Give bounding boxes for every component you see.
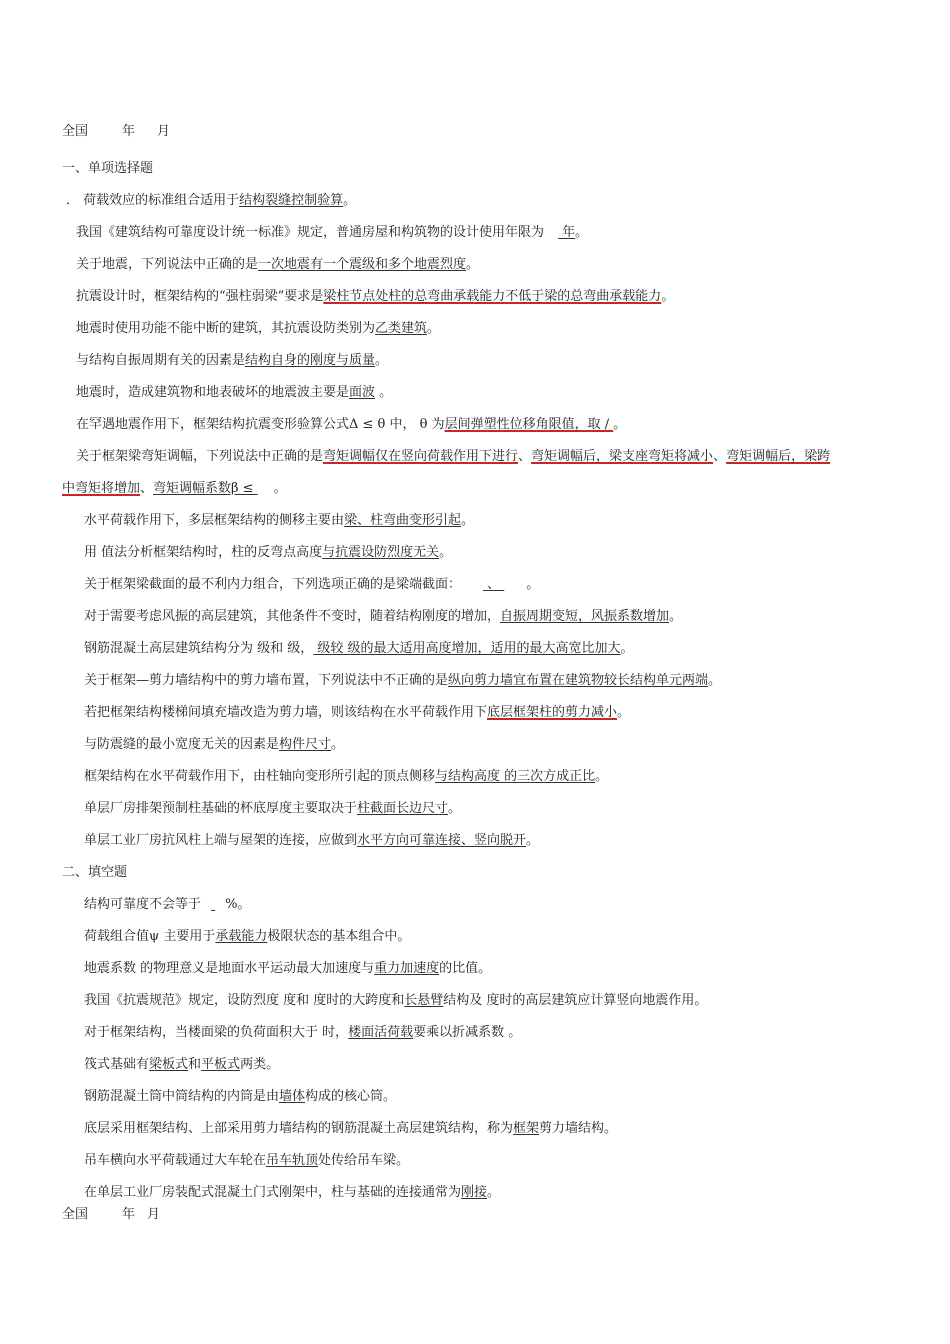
answer-11: 与抗震设防烈度无关: [322, 545, 440, 560]
fill-answer-2: 承载能力: [215, 929, 268, 944]
fill-answer-8: 框架: [513, 1121, 540, 1136]
fill-answer-6a: 梁板式: [149, 1057, 189, 1072]
question-13: 对于需要考虑风振的高层建筑，其他条件不变时，随着结构刚度的增加，自振周期变短，风振系数增加。: [84, 609, 683, 624]
question-12: 关于框架梁截面的最不利内力组合，下列选项正确的是梁端截面： 、 。: [84, 577, 540, 592]
question-9-cont: 中弯矩将增加、弯矩调幅系数β ≤ 。: [62, 481, 287, 496]
header-month: 月: [157, 124, 171, 139]
fill-answer-10: 刚接: [461, 1185, 488, 1200]
fill-answer-4: 长悬臂: [404, 993, 444, 1008]
question-20: 单层工业厂房抗风柱上端与屋架的连接，应做到水平方向可靠连接、竖向脱开。: [84, 833, 540, 848]
fill-5: 对于框架结构，当楼面梁的负荷面积大于 时，楼面活荷载要乘以折减系数 。: [84, 1025, 522, 1040]
fill-2: 荷载组合值ψ 主要用于承载能力极限状态的基本组合中。: [84, 929, 411, 944]
answer-7: 面波: [349, 385, 376, 400]
fill-answer-5: 楼面活荷载: [348, 1025, 414, 1040]
question-7: 地震时，造成建筑物和地表破坏的地震波主要是面波 。: [76, 385, 393, 400]
fill-10: 在单层工业厂房装配式混凝土门式刚架中，柱与基础的连接通常为刚接。: [84, 1185, 501, 1200]
fill-answer-3: 重力加速度: [374, 961, 440, 976]
question-17: 与防震缝的最小宽度无关的因素是构件尺寸。: [84, 737, 345, 752]
fill-answer-1: [201, 897, 225, 912]
footer-year: 年: [122, 1207, 136, 1222]
header-year: 年: [122, 124, 136, 139]
answer-2: 年: [558, 225, 576, 240]
answer-4: 梁柱节点处柱的总弯曲承载能力不低于梁的总弯曲承载能力: [323, 289, 662, 304]
question-1: ． 荷载效应的标准组合适用于结构裂缝控制验算。: [66, 193, 357, 208]
answer-12: 、: [483, 577, 505, 592]
fill-1: 结构可靠度不会等于 %。: [84, 897, 251, 912]
answer-5: 乙类建筑: [375, 321, 428, 336]
footer-country: 全国: [62, 1207, 89, 1222]
answer-20: 水平方向可靠连接、竖向脱开: [357, 833, 527, 848]
header-date: [62, 123, 170, 141]
answer-3: 一次地震有一个震级和多个地震烈度: [258, 257, 467, 272]
question-8: 在罕遇地震作用下，框架结构抗震变形验算公式Δ ≤ θ 中， θ 为层间弹塑性位移角限值，取 / 。: [76, 417, 627, 432]
fill-6: 筏式基础有梁板式和平板式两类。: [84, 1057, 280, 1072]
header-country: 全国: [62, 124, 89, 139]
answer-17: 构件尺寸: [279, 737, 332, 752]
fill-answer-6b: 平板式: [201, 1057, 241, 1072]
answer-1: 结构裂缝控制验算: [239, 193, 344, 208]
question-6: 与结构自振周期有关的因素是结构自身的刚度与质量。: [76, 353, 389, 368]
question-5: 地震时使用功能不能中断的建筑，其抗震设防类别为乙类建筑。: [76, 321, 441, 336]
question-9: 关于框架梁弯矩调幅，下列说法中正确的是弯矩调幅仅在竖向荷载作用下进行、弯矩调幅后，梁支座弯矩将减小、弯矩调幅后，梁跨: [76, 449, 831, 464]
footer-month: 月: [147, 1207, 161, 1222]
section1-title: 一、单项选择题: [62, 161, 154, 176]
answer-9a: 弯矩调幅仅在竖向荷载作用下进行: [323, 449, 519, 464]
question-18: 框架结构在水平荷载作用下，由柱轴向变形所引起的顶点侧移与结构高度 的三次方成正比。: [84, 769, 609, 784]
question-15: 关于框架—剪力墙结构中的剪力墙布置，下列说法中不正确的是纵向剪力墙宜布置在建筑物较长结构单元两端。: [84, 673, 722, 688]
answer-19: 柱截面长边尺寸: [357, 801, 449, 816]
footer-date: [62, 1206, 160, 1224]
fill-answer-9: 吊车轨顶: [266, 1153, 319, 1168]
answer-9c: 弯矩调幅后，梁跨: [726, 449, 831, 464]
question-11: 用 值法分析框架结构时，柱的反弯点高度与抗震设防烈度无关。: [84, 545, 453, 560]
answer-9b: 弯矩调幅后，梁支座弯矩将减小: [531, 449, 714, 464]
fill-9: 吊车横向水平荷载通过大车轮在吊车轨顶处传给吊车梁。: [84, 1153, 410, 1168]
answer-9c-cont: 中弯矩将增加: [62, 481, 141, 496]
question-10: 水平荷载作用下，多层框架结构的侧移主要由梁、柱弯曲变形引起。: [84, 513, 475, 528]
answer-14: 级较 级的最大适用高度增加，适用的最大高宽比加大: [313, 641, 621, 656]
answer-15: 纵向剪力墙宜布置在建筑物较长结构单元两端: [448, 673, 709, 688]
question-2: 我国《建筑结构可靠度设计统一标准》规定，普通房屋和构筑物的设计使用年限为 年。: [76, 225, 589, 240]
fill-8: 底层采用框架结构、上部采用剪力墙结构的钢筋混凝土高层建筑结构，称为框架剪力墙结构。: [84, 1121, 618, 1136]
fill-4: 我国《抗震规范》规定，设防烈度 度和 度时的大跨度和长悬臂结构及 度时的高层建筑应计算竖向地震作用。: [84, 993, 708, 1008]
answer-8: 层间弹塑性位移角限值，取 /: [444, 417, 614, 432]
question-4: 抗震设计时，框架结构的“强柱弱梁”要求是梁柱节点处柱的总弯曲承载能力不低于梁的总弯曲承载能力。: [76, 289, 675, 304]
answer-18: 与结构高度 的三次方成正比: [435, 769, 596, 784]
answer-16: 底层框架柱的剪力减小: [487, 705, 618, 720]
answer-6: 结构自身的刚度与质量: [245, 353, 376, 368]
question-14: 钢筋混凝土高层建筑结构分为 级和 级， 级较 级的最大适用高度增加，适用的最大高宽比加大。: [84, 641, 634, 656]
answer-13: 自振周期变短，风振系数增加: [500, 609, 670, 624]
fill-7: 钢筋混凝土筒中筒结构的内筒是由墙体构成的核心筒。: [84, 1089, 397, 1104]
question-3: 关于地震，下列说法中正确的是一次地震有一个震级和多个地震烈度。: [76, 257, 480, 272]
question-16: 若把框架结构楼梯间填充墙改造为剪力墙，则该结构在水平荷载作用下底层框架柱的剪力减小。: [84, 705, 631, 720]
answer-10: 梁、柱弯曲变形引起: [344, 513, 462, 528]
fill-3: 地震系数 的物理意义是地面水平运动最大加速度与重力加速度的比值。: [84, 961, 492, 976]
question-19: 单层厂房排架预制柱基础的杯底厚度主要取决于柱截面长边尺寸。: [84, 801, 462, 816]
answer-9d: 弯矩调幅系数β ≤: [153, 481, 258, 496]
section2-title: 二、填空题: [62, 865, 128, 880]
fill-answer-7: 墙体: [279, 1089, 306, 1104]
